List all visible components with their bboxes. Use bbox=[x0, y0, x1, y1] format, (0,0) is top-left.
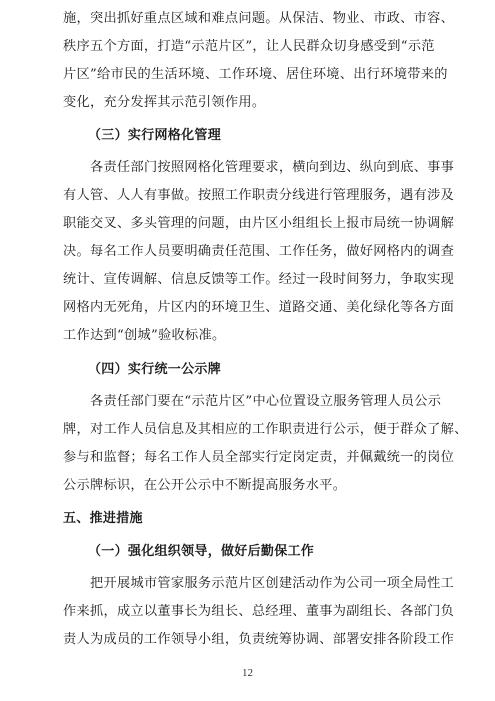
body-text-line: 变化，充分发挥其示范引领作用。 bbox=[63, 95, 266, 110]
body-text-line: 工作达到“创城”验收标准。 bbox=[63, 328, 226, 343]
body-text-line: 作来抓，成立以董事长为组长、总经理、董事为副组长、各部门负 bbox=[63, 604, 455, 619]
body-text-line: 牌，对工作人员信息及其相应的工作职责进行公示，便于群众了解、 bbox=[63, 422, 468, 437]
body-text-line: 参与和监督；每名工作人员全部实行定岗定责，并佩戴统一的岗位 bbox=[63, 450, 455, 465]
page-number: 12 bbox=[242, 667, 253, 679]
section-heading-1: （一）强化组织领导，做好后勤保工作 bbox=[88, 544, 315, 559]
body-text-line: 片区”给市民的生活环境、工作环境、居住环境、出行环境带来的 bbox=[63, 67, 448, 82]
body-text-line: 秩序五个方面，打造“示范片区”，让人民群众切身感受到“示范 bbox=[63, 39, 435, 54]
body-text-line: 把开展城市管家服务示范片区创建活动作为公司一项全局性工 bbox=[90, 576, 455, 591]
body-text-line: 网格内无死角，片区内的环境卫生、道路交通、美化绿化等各方面 bbox=[63, 300, 455, 315]
section-heading-4: （四）实行统一公示牌 bbox=[88, 362, 222, 377]
body-text-line: 决。每名工作人员要明确责任范围、工作任务，做好网格内的调查 bbox=[63, 244, 455, 259]
body-text-line: 责人为成员的工作领导小组，负责统筹协调、部署安排各阶段工作 bbox=[63, 632, 455, 647]
body-text-line: 各责任部门要在“示范片区”中心位置设立服务管理人员公示 bbox=[90, 394, 442, 409]
chapter-heading: 五、推进措施 bbox=[63, 511, 143, 526]
body-text-line: 施，突出抓好重点区域和难点问题。从保洁、物业、市政、市容、 bbox=[63, 11, 455, 26]
body-text-line: 公示牌标识，在公开公示中不断提高服务水平。 bbox=[63, 478, 347, 493]
body-text-line: 各责任部门按照网格化管理要求，横向到边、纵向到底、事事 bbox=[90, 160, 455, 175]
body-text-line: 职能交叉、多头管理的问题，由片区小组组长上报市局统一协调解 bbox=[63, 216, 455, 231]
section-heading-3: （三）实行网格化管理 bbox=[88, 128, 222, 143]
body-text-line: 统计、宣传调解、信息反馈等工作。经过一段时间努力，争取实现 bbox=[63, 272, 455, 287]
body-text-line: 有人管、人人有事做。按照工作职责分线进行管理服务，遇有涉及 bbox=[63, 188, 455, 203]
